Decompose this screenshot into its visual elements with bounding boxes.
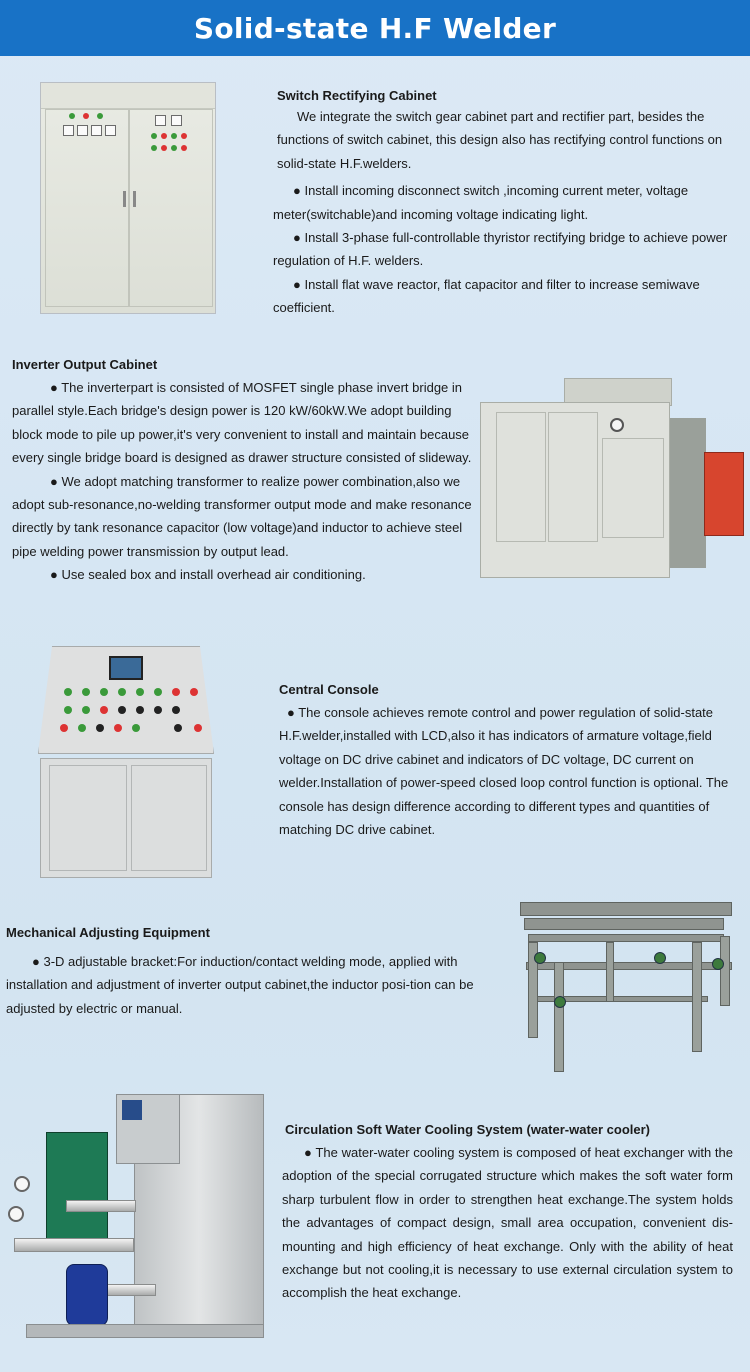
central-console-photo bbox=[34, 646, 218, 878]
section-central-console bbox=[279, 682, 733, 841]
section-paragraph: ● We adopt matching transformer to realize power combination,also we adopt sub-resonance,no-welding transformer output mode and make resonance directly by tank resonance capacitor (low voltage)and inductor to achieve steel pipe welding power transmission by output lead. bbox=[12, 473, 472, 559]
section-title: Circulation Soft Water Cooling System (water-water cooler) bbox=[285, 1122, 651, 1137]
switch-rectifying-cabinet-photo bbox=[40, 82, 216, 314]
section-paragraph: ● The console achieves remote control and power regulation of solid-state H.F.welder,installed with LCD,also it has indicators of armature voltage,field voltage on DC drive cabinet and indicators of DC voltage, DC current on welder.Installation of power-speed closed loop control function is optional. The console has design difference according to different types and quantities of matching DC drive cabinet. bbox=[279, 705, 729, 838]
section-switch-rectifying bbox=[273, 88, 747, 320]
inverter-output-cabinet-photo bbox=[478, 378, 750, 586]
section-title: Switch Rectifying Cabinet bbox=[277, 88, 437, 103]
section-paragraph: ● 3-D adjustable bracket:For induction/contact welding mode, applied with installation and adjustment of inverter output cabinet,the inductor posi-tion can be adjusted by electric or manual. bbox=[6, 954, 474, 1016]
mechanical-adjusting-equipment-photo bbox=[514, 896, 736, 1074]
section-mechanical-adjusting bbox=[6, 925, 496, 1020]
section-paragraph: ● Install 3-phase full-controllable thyristor rectifying bridge to achieve power regulation of H.F. welders. bbox=[273, 230, 728, 269]
page-title: Solid-state H.F Welder bbox=[193, 11, 557, 45]
water-cooling-system-photo bbox=[6, 1088, 264, 1338]
section-title: Central Console bbox=[279, 682, 379, 697]
section-paragraph: We integrate the switch gear cabinet part and rectifier part, besides the functions of switch cabinet, this design also has rectifying control functions on solid-state H.F.welders. bbox=[277, 109, 723, 171]
section-paragraph: ● The inverterpart is consisted of MOSFET single phase invert bridge in parallel style.Each bridge's design power is 120 kW/60kW.We adopt building block mode to pile up power,it's very convenient to install and maintain because every single bridge board is designed as drawer structure consisted of slideway. bbox=[12, 380, 472, 466]
section-paragraph: ● Install flat wave reactor, flat capacitor and filter to increase semiwave coefficient. bbox=[273, 276, 700, 316]
section-title: Inverter Output Cabinet bbox=[12, 357, 158, 372]
section-title: Mechanical Adjusting Equipment bbox=[6, 925, 210, 940]
page-header bbox=[0, 0, 750, 56]
section-cooling-system bbox=[282, 1122, 733, 1305]
section-paragraph: ● The water-water cooling system is composed of heat exchanger with the adoption of the special corrugated structure which makes the soft water form sharp turbulent flow in order to strengthen heat exchange.The system holds the advantages of compact design, small area occupation, convenient dis-mounting and high efficiency of heat exchange. Only with the ability of heat exchange but not cooling,it is necessary to use external circulation system to accomplish the heat exchange. bbox=[282, 1145, 733, 1301]
section-paragraph: ● Install incoming disconnect switch ,incoming current meter, voltage meter(switchable)and incoming voltage indicating light. bbox=[273, 183, 689, 222]
section-paragraph: ● Use sealed box and install overhead air conditioning. bbox=[50, 567, 366, 583]
section-inverter-output bbox=[12, 357, 474, 587]
